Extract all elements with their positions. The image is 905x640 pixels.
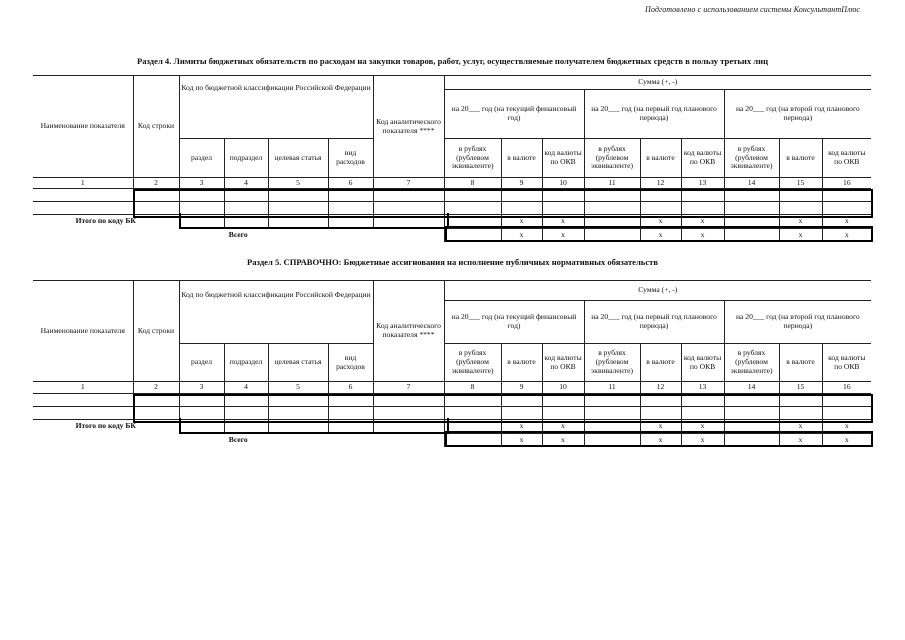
col-number: 8 [444,382,501,394]
x-mark: x [501,215,542,229]
x-mark: x [681,229,724,242]
col-number: 4 [224,382,268,394]
x-mark: x [542,434,584,447]
col-number: 4 [224,178,268,189]
table-row [33,189,871,202]
col-number: 6 [328,178,373,189]
header-currency: в валюте [501,139,542,178]
x-mark: x [501,434,542,447]
header-target-item: целевая статья [268,139,328,178]
header-expense-type: вид расходов [328,139,373,178]
header-rub: в рублях (рублевом эквиваленте) [444,344,501,382]
header-indicator-name: Наименование показателя [33,76,133,178]
header-period-current: на 20___ год (на текущий финансовый год) [444,301,584,344]
header-sum: Сумма (+, -) [444,281,871,301]
col-number: 16 [822,382,871,394]
table-row [33,407,871,420]
grand-total-label: Всего [228,229,248,239]
x-mark: x [542,215,584,229]
header-currency: в валюте [779,139,822,178]
section-4-title: Раздел 4. Лимиты бюджетных обязательств по расходам на закупки товаров, работ, услуг, осуществляемые получателем бюджетных средств в пользу третьих лиц [136,56,769,66]
header-bk-code: Код по бюджетной классификации Российской Федерации [179,76,373,139]
x-mark: x [779,229,822,242]
section-5-title: Раздел 5. СПРАВОЧНО: Бюджетные ассигнования на исполнение публичных нормативных обязательств [246,257,659,267]
header-period-second: на 20___ год (на второй год планового периода) [724,301,871,344]
x-mark: x [822,229,871,242]
col-number: 16 [822,178,871,189]
col-number: 7 [373,178,444,189]
header-okv: код валюты по ОКВ [681,139,724,178]
table-row [33,394,871,407]
header-okv: код валюты по ОКВ [542,344,584,382]
header-target-item: целевая статья [268,344,328,382]
header-rub: в рублях (рублевом эквиваленте) [724,139,779,178]
table-row [33,202,871,215]
header-note: Подготовлено с использованием системы КонсультантПлюс [644,5,860,14]
col-number: 13 [681,382,724,394]
header-section: раздел [179,139,224,178]
col-number: 1 [33,382,133,394]
x-mark: x [501,229,542,242]
budget-limits-table [33,75,871,242]
x-mark: x [779,434,822,447]
header-expense-type: вид расходов [328,344,373,382]
header-subsection: подраздел [224,344,268,382]
x-mark: x [822,215,871,229]
total-bk-label: Итого по коду БК [75,421,136,431]
x-mark: x [681,420,724,434]
header-period-first: на 20___ год (на первый год планового периода) [584,90,724,139]
grand-total-row [33,434,871,447]
col-number: 3 [179,178,224,189]
header-period-current: на 20___ год (на текущий финансовый год) [444,90,584,139]
header-indicator-name: Наименование показателя [33,281,133,382]
col-number: 5 [268,178,328,189]
col-number: 12 [640,178,681,189]
col-number: 14 [724,178,779,189]
header-section: раздел [179,344,224,382]
col-number: 15 [779,382,822,394]
x-mark: x [681,215,724,229]
col-number: 10 [542,178,584,189]
col-number: 5 [268,382,328,394]
x-mark: x [640,229,681,242]
x-mark: x [501,420,542,434]
col-number: 9 [501,178,542,189]
header-rub: в рублях (рублевом эквиваленте) [724,344,779,382]
header-analytic-code: Код аналитического показателя **** [373,281,444,382]
x-mark: x [542,420,584,434]
grand-total-row [33,229,871,242]
col-number: 11 [584,178,640,189]
col-number: 6 [328,382,373,394]
col-number: 11 [584,382,640,394]
x-mark: x [640,420,681,434]
total-bk-row [33,215,871,229]
col-number: 1 [33,178,133,189]
x-mark: x [640,215,681,229]
header-analytic-code: Код аналитического показателя **** [373,76,444,178]
header-rub: в рублях (рублевом эквиваленте) [584,344,640,382]
col-number: 3 [179,382,224,394]
col-number: 14 [724,382,779,394]
header-currency: в валюте [779,344,822,382]
col-number: 15 [779,178,822,189]
header-bk-code: Код по бюджетной классификации Российской Федерации [179,281,373,344]
x-mark: x [822,434,871,447]
x-mark: x [779,215,822,229]
col-number: 7 [373,382,444,394]
grand-total-label: Всего [228,434,248,444]
col-number: 2 [133,178,179,189]
total-bk-row [33,420,871,434]
header-sum: Сумма (+, -) [444,76,871,90]
x-mark: x [822,420,871,434]
header-rub: в рублях (рублевом эквиваленте) [584,139,640,178]
header-period-second: на 20___ год (на второй год планового периода) [724,90,871,139]
x-mark: x [542,229,584,242]
x-mark: x [779,420,822,434]
header-currency: в валюте [501,344,542,382]
header-rub: в рублях (рублевом эквиваленте) [444,139,501,178]
col-number: 2 [133,382,179,394]
header-okv: код валюты по ОКВ [681,344,724,382]
header-row-code: Код строки [133,281,179,382]
header-period-first: на 20___ год (на первый год планового периода) [584,301,724,344]
x-mark: x [681,434,724,447]
public-obligations-table [33,280,871,447]
col-number: 13 [681,178,724,189]
header-currency: в валюте [640,139,681,178]
header-subsection: подраздел [224,139,268,178]
header-currency: в валюте [640,344,681,382]
header-okv: код валюты по ОКВ [822,344,871,382]
col-number: 12 [640,382,681,394]
x-mark: x [640,434,681,447]
col-number: 9 [501,382,542,394]
total-bk-label: Итого по коду БК [75,216,136,226]
header-okv: код валюты по ОКВ [542,139,584,178]
header-okv: код валюты по ОКВ [822,139,871,178]
col-number: 8 [444,178,501,189]
col-number: 10 [542,382,584,394]
header-row-code: Код строки [133,76,179,178]
